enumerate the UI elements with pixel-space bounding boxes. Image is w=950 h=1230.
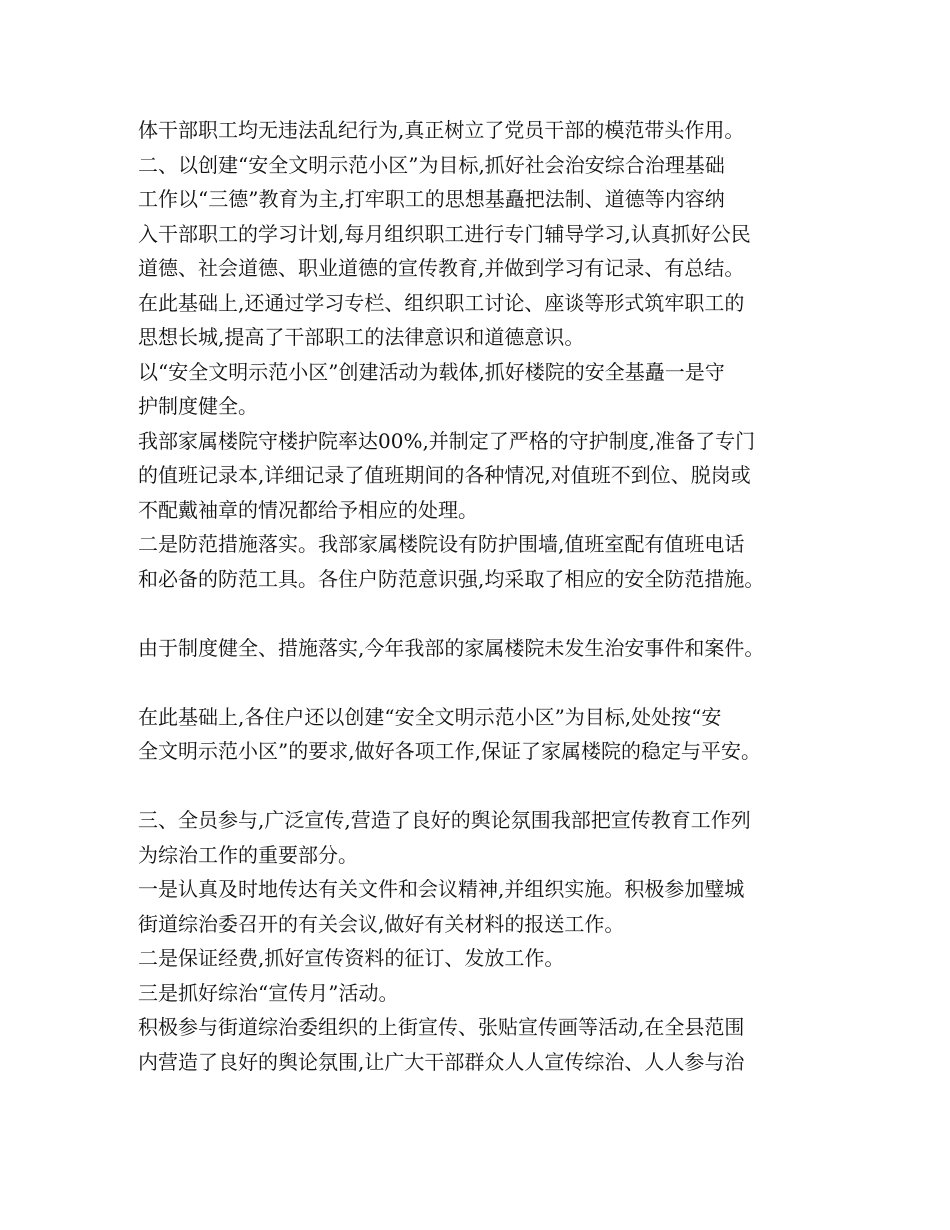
text-line: 在此基础上,还通过学习专栏、组织职工讨论、座谈等形式筑牢职工的 bbox=[138, 290, 745, 315]
text-line: 护制度健全。 bbox=[138, 394, 258, 418]
text-line: 由于制度健全、措施落实,今年我部的家属楼院未发生治安事件和案件。 bbox=[138, 635, 765, 660]
text-line: 三、全员参与,广泛宣传,营造了良好的舆论氛围我部把宣传教育工作列 bbox=[138, 808, 751, 832]
text-line: 全文明示范小区”的要求,做好各项工作,保证了家属楼院的稳定与平安。 bbox=[138, 739, 761, 763]
text-line: 思想长城,提高了干部职工的法律意识和道德意识。 bbox=[138, 325, 585, 349]
text-line: 不配戴袖章的情况都给予相应的处理。 bbox=[138, 497, 478, 522]
text-line: 一是认真及时地传达有关文件和会议精神,并组织实施。积极参加璧城 bbox=[138, 877, 745, 901]
paragraph-gap bbox=[138, 596, 828, 631]
document-body bbox=[138, 113, 828, 1079]
text-line: 和必备的防范工具。各住户防范意识强,均采取了相应的安全防范措施。 bbox=[138, 566, 765, 591]
text-line: 街道综治委召开的有关会议,做好有关材料的报送工作。 bbox=[138, 911, 625, 936]
text-line: 的值班记录本,详细记录了值班期间的各种情况,对值班不到位、脱岗或 bbox=[138, 463, 751, 487]
text-line: 二是防范措施落实。我部家属楼院设有防护围墙,值班室配有值班电话 bbox=[138, 532, 745, 556]
text-line: 我部家属楼院守楼护院率达00%,并制定了严格的守护制度,准备了专门 bbox=[138, 428, 756, 453]
paragraph-gap bbox=[138, 769, 828, 804]
text-line: 三是抓好综治“宣传月”活动。 bbox=[138, 980, 399, 1005]
text-line: 以“安全文明示范小区”创建活动为载体,抓好楼院的安全基矗一是守 bbox=[138, 359, 725, 384]
text-line: 工作以“三德”教育为主,打牢职工的思想基矗把法制、道德等内容纳 bbox=[138, 187, 725, 211]
text-line: 道德、社会道德、职业道德的宣传教育,并做到学习有记录、有总结。 bbox=[138, 256, 745, 280]
text-line: 入干部职工的学习计划,每月组织职工进行专门辅导学习,认真抓好公民 bbox=[138, 221, 751, 246]
text-line: 为综治工作的重要部分。 bbox=[138, 842, 358, 867]
text-line: 在此基础上,各住户还以创建“安全文明示范小区”为目标,处处按“安 bbox=[138, 704, 722, 729]
text-line: 二、以创建“安全文明示范小区”为目标,抓好社会治安综合治理基础 bbox=[138, 152, 725, 177]
text-line: 二是保证经费,抓好宣传资料的征订、发放工作。 bbox=[138, 946, 565, 970]
text-line: 体干部职工均无违法乱纪行为,真正树立了党员干部的模范带头作用。 bbox=[138, 118, 745, 142]
text-line: 积极参与街道综治委组织的上街宣传、张贴宣传画等活动,在全县范围 bbox=[138, 1015, 745, 1039]
text-line: 内营造了良好的舆论氛围,让广大干部群众人人宣传综治、人人参与治 bbox=[138, 1049, 745, 1074]
paragraph-gap bbox=[138, 665, 828, 700]
